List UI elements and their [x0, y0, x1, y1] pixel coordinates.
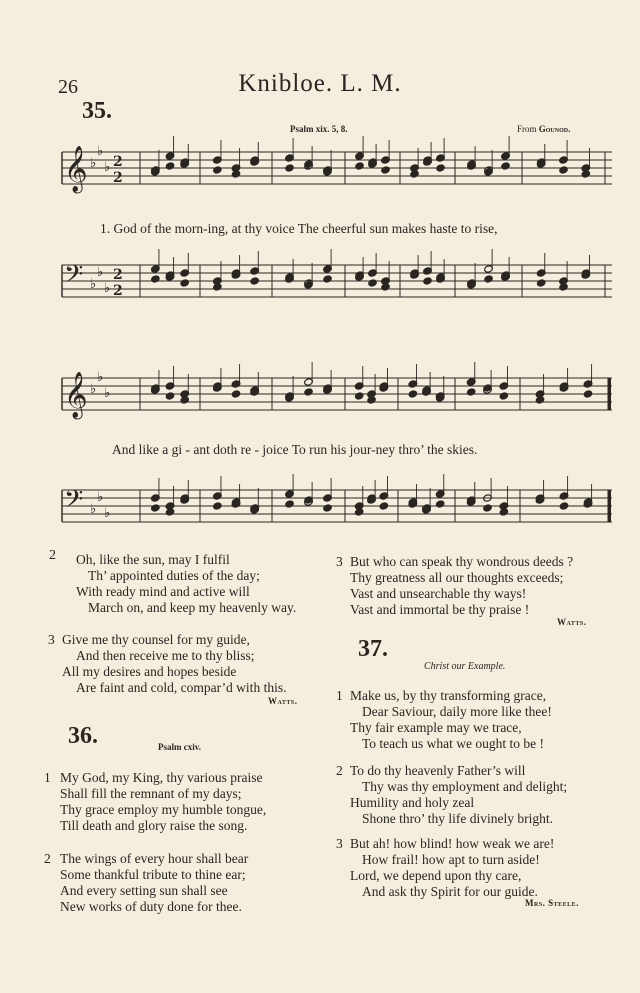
verse-line: With ready mind and active will: [76, 584, 250, 599]
hymn-35-author-credit: Watts.: [268, 696, 298, 706]
note-head: [165, 162, 175, 170]
note-head: [231, 390, 241, 398]
note-head: [501, 162, 511, 170]
note-head: [250, 277, 260, 285]
verse-line: To teach us what we ought to be !: [362, 736, 545, 751]
verse-line: Thy fair example may we trace,: [350, 720, 522, 735]
verse-line: Thy greatness all our thoughts exceeds;: [350, 570, 564, 585]
note-head: [285, 164, 295, 172]
verse-line: But ah! how blind! how weak we are!: [350, 836, 555, 851]
verse-line: Vast and unsearchable thy ways!: [350, 586, 527, 601]
note-head: [484, 275, 494, 283]
verse-line: Shone thro’ thy life divinely bright.: [362, 811, 553, 826]
flat-icon: ♭: [104, 386, 111, 401]
note-head: [323, 504, 333, 512]
stanza-37-1: [336, 688, 636, 752]
bass-clef-icon: 𝄢: [64, 260, 84, 295]
time-signature-bottom: 2: [113, 283, 123, 299]
treble-clef-icon: 𝄞: [64, 372, 88, 418]
verse-line: Humility and holy zeal: [350, 795, 475, 810]
note-head: [368, 279, 378, 287]
flat-icon: ♭: [97, 490, 104, 505]
page-number: 26: [58, 76, 78, 98]
stanza-number: 1: [44, 770, 51, 785]
stanza-36-1: [44, 770, 334, 834]
stanza-35-3-right: [336, 554, 636, 618]
verse-line: And then receive me to thy bliss;: [76, 648, 255, 663]
note-head: [355, 162, 365, 170]
note-head: [379, 502, 389, 510]
stanza-37-3: [336, 836, 636, 900]
verse-line: My God, my King, thy various praise: [60, 770, 263, 785]
bass-clef-icon: 𝄢: [64, 485, 84, 520]
verse-line: Are faint and cold, compar’d with this.: [76, 680, 287, 695]
time-signature-top: 2: [113, 154, 123, 170]
verse-line: Make us, by thy transforming grace,: [350, 688, 547, 703]
note-head: [354, 392, 364, 400]
note-head: [583, 390, 593, 398]
hymn-36-number: 36.: [68, 723, 98, 749]
hymn-35-number: 35.: [82, 98, 112, 124]
note-head: [180, 279, 190, 287]
verse-line: How frail! how apt to turn aside!: [362, 852, 540, 867]
hymn-37-author-credit: Mrs. Steele.: [525, 898, 579, 908]
verse-line: The wings of every hour shall bear: [60, 851, 249, 866]
hymn-37-number: 37.: [358, 636, 388, 662]
verse-line: And ask thy Spirit for our guide.: [362, 884, 538, 899]
flat-icon: ♭: [90, 156, 97, 171]
verse-line: Thy was thy employment and delight;: [362, 779, 568, 794]
note-head: [408, 390, 418, 398]
final-bar-line: [608, 378, 611, 410]
stanza-number: 2: [336, 763, 343, 778]
flat-icon: ♭: [97, 265, 104, 280]
stanza-36-2: [44, 851, 334, 915]
verse-line: Some thankful tribute to thine ear;: [60, 867, 246, 882]
note-head: [499, 392, 509, 400]
stanza-number: 2: [49, 548, 56, 563]
hymn-37-subtitle: Christ our Example.: [424, 661, 506, 672]
stanza-number: 3: [336, 836, 343, 851]
from-label: From: [517, 124, 537, 134]
composer-name: Gounod.: [538, 124, 571, 134]
stanza-number: 3: [336, 554, 343, 569]
verse-line: But who can speak thy wondrous deeds ?: [350, 554, 574, 569]
stanza-number: 1: [336, 688, 343, 703]
note-head: [213, 502, 223, 510]
time-signature-bottom: 2: [113, 170, 123, 186]
hymn-36-subtitle: Psalm cxiv.: [158, 742, 201, 752]
verse-line: New works of duty done for thee.: [60, 899, 242, 914]
stanza-37-2: [336, 763, 636, 827]
verse-line: Thy grace employ my humble tongue,: [60, 802, 267, 817]
flat-icon: ♭: [104, 281, 111, 296]
note-head: [213, 166, 223, 174]
flat-icon: ♭: [97, 144, 104, 159]
verse-line: Dear Saviour, daily more like thee!: [362, 704, 552, 719]
hymn-35-scripture: Psalm xix. 5, 8.: [290, 124, 348, 134]
hymn-35-author-credit-right: Watts.: [557, 617, 587, 627]
verse-line: Till death and glory raise the song.: [60, 818, 248, 833]
note-head: [165, 392, 175, 400]
verse-line: Give me thy counsel for my guide,: [62, 632, 250, 647]
note-head: [436, 164, 446, 172]
flat-icon: ♭: [90, 382, 97, 397]
note-head: [466, 388, 476, 396]
note-head: [559, 502, 569, 510]
flat-icon: ♭: [104, 160, 111, 175]
verse-line: All my desires and hopes beside: [62, 664, 237, 679]
note-head: [323, 275, 333, 283]
verse-line: Oh, like the sun, may I fulfil: [76, 552, 230, 567]
flat-icon: ♭: [97, 370, 104, 385]
note-head: [559, 166, 569, 174]
lyric-line-1: 1. God of the morn-ing, at thy voice The cheerful sun makes haste to rise,: [100, 221, 498, 236]
note-head: [151, 275, 161, 283]
stanza-number: 3: [48, 632, 55, 647]
final-bar-line: [608, 490, 611, 522]
lyric-line-2: And like a gi - ant doth re - joice To run his jour-ney thro’ the skies.: [112, 442, 478, 457]
verse-line: Vast and immortal be thy praise !: [350, 602, 530, 617]
note-head: [381, 166, 391, 174]
flat-icon: ♭: [90, 277, 97, 292]
note-head: [536, 279, 546, 287]
verse-line: And every setting sun shall see: [60, 883, 228, 898]
note-head: [151, 504, 161, 512]
flat-icon: ♭: [90, 502, 97, 517]
flat-icon: ♭: [104, 506, 111, 521]
note-head: [285, 500, 295, 508]
note-head: [483, 504, 493, 512]
treble-clef-icon: 𝄞: [64, 146, 88, 192]
note-head: [423, 277, 433, 285]
stanza-35-2: [49, 548, 332, 616]
stanza-number: 2: [44, 851, 51, 866]
verse-line: To do thy heavenly Father’s will: [350, 763, 526, 778]
note-head: [304, 388, 314, 396]
stanza-35-3: [48, 632, 338, 696]
tune-title: Knibloe. L. M.: [238, 70, 402, 97]
verse-line: Th’ appointed duties of the day;: [88, 568, 260, 583]
time-signature-top: 2: [113, 267, 123, 283]
verse-line: March on, and keep my heavenly way.: [88, 600, 297, 615]
verse-line: Lord, we depend upon thy care,: [350, 868, 522, 883]
verse-line: Shall fill the remnant of my days;: [60, 786, 242, 801]
note-head: [435, 500, 445, 508]
